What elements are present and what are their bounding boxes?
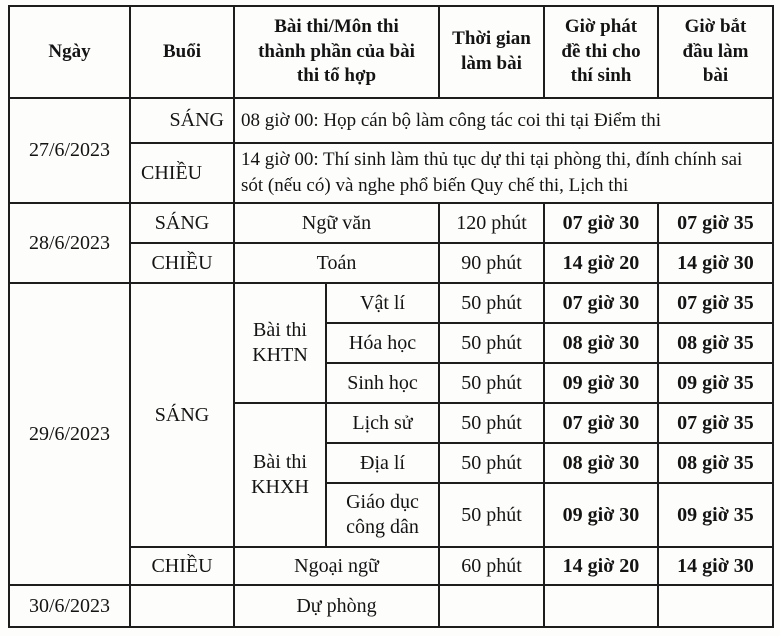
subject-cell: Giáo dục công dân (326, 483, 439, 547)
duration-cell: 50 phút (439, 363, 544, 403)
session-cell: SÁNG (130, 283, 234, 547)
handout-time-cell: 07 giờ 30 (544, 403, 658, 443)
header-start-time: Giờ bắt đầu làm bài (658, 6, 773, 98)
duration-cell: 50 phút (439, 283, 544, 323)
exam-group-cell: Bài thi KHTN (234, 283, 326, 403)
duration-cell: 60 phút (439, 547, 544, 585)
date-cell: 29/6/2023 (9, 283, 130, 585)
row-28-6-morning (9, 203, 773, 243)
start-time-cell: 14 giờ 30 (658, 547, 773, 585)
duration-cell: 50 phút (439, 403, 544, 443)
duration-cell: 90 phút (439, 243, 544, 283)
exam-schedule-table (8, 5, 774, 628)
duration-cell: 120 phút (439, 203, 544, 243)
subject-cell: Ngữ văn (234, 203, 439, 243)
duration-cell: 50 phút (439, 483, 544, 547)
session-cell: SÁNG (130, 203, 234, 243)
subject-cell: Địa lí (326, 443, 439, 483)
duration-cell: 50 phút (439, 323, 544, 363)
handout-time-cell: 07 giờ 30 (544, 283, 658, 323)
handout-time-cell: 08 giờ 30 (544, 323, 658, 363)
handout-time-cell: 14 giờ 20 (544, 243, 658, 283)
handout-time-cell: 09 giờ 30 (544, 363, 658, 403)
start-time-cell: 07 giờ 35 (658, 403, 773, 443)
handout-time-cell: 09 giờ 30 (544, 483, 658, 547)
start-time-cell: 09 giờ 35 (658, 483, 773, 547)
header-session: Buổi (130, 6, 234, 98)
duration-cell: 50 phút (439, 443, 544, 483)
activity-description: 08 giờ 00: Họp cán bộ làm công tác coi thi tại Điểm thi (234, 98, 773, 143)
handout-time-cell: 07 giờ 30 (544, 203, 658, 243)
start-time-cell: 07 giờ 35 (658, 203, 773, 243)
reserve-day-cell: Dự phòng (234, 585, 439, 627)
subject-cell: Vật lí (326, 283, 439, 323)
date-cell: 27/6/2023 (9, 98, 130, 203)
start-time-cell: 08 giờ 35 (658, 443, 773, 483)
start-time-cell: 09 giờ 35 (658, 363, 773, 403)
header-duration: Thời gian làm bài (439, 6, 544, 98)
date-cell: 28/6/2023 (9, 203, 130, 283)
date-cell: 30/6/2023 (9, 585, 130, 627)
subject-cell: Sinh học (326, 363, 439, 403)
start-time-cell: 14 giờ 30 (658, 243, 773, 283)
header-exam: Bài thi/Môn thi thành phần của bài thi tổ hợp (234, 6, 439, 98)
session-cell: SÁNG (130, 98, 234, 143)
exam-group-cell: Bài thi KHXH (234, 403, 326, 547)
subject-cell: Hóa học (326, 323, 439, 363)
handout-time-cell-empty (544, 585, 658, 627)
row-27-6-morning (9, 98, 773, 143)
subject-cell: Lịch sử (326, 403, 439, 443)
activity-description: 14 giờ 00: Thí sinh làm thủ tục dự thi tại phòng thi, đính chính sai sót (nếu có) và nghe phổ biến Quy chế thi, Lịch thi (234, 143, 773, 203)
row-29-6-vat-li (9, 283, 773, 323)
session-cell: CHIỀU (130, 143, 234, 203)
duration-cell-empty (439, 585, 544, 627)
handout-time-cell: 14 giờ 20 (544, 547, 658, 585)
handout-time-cell: 08 giờ 30 (544, 443, 658, 483)
header-date: Ngày (9, 6, 130, 98)
session-cell-empty (130, 585, 234, 627)
subject-cell: Toán (234, 243, 439, 283)
start-time-cell: 07 giờ 35 (658, 283, 773, 323)
header-row (9, 6, 773, 98)
session-cell: CHIỀU (130, 243, 234, 283)
start-time-cell: 08 giờ 35 (658, 323, 773, 363)
row-30-6 (9, 585, 773, 627)
subject-cell: Ngoại ngữ (234, 547, 439, 585)
header-handout-time: Giờ phát đề thi cho thí sinh (544, 6, 658, 98)
start-time-cell-empty (658, 585, 773, 627)
session-cell: CHIỀU (130, 547, 234, 585)
